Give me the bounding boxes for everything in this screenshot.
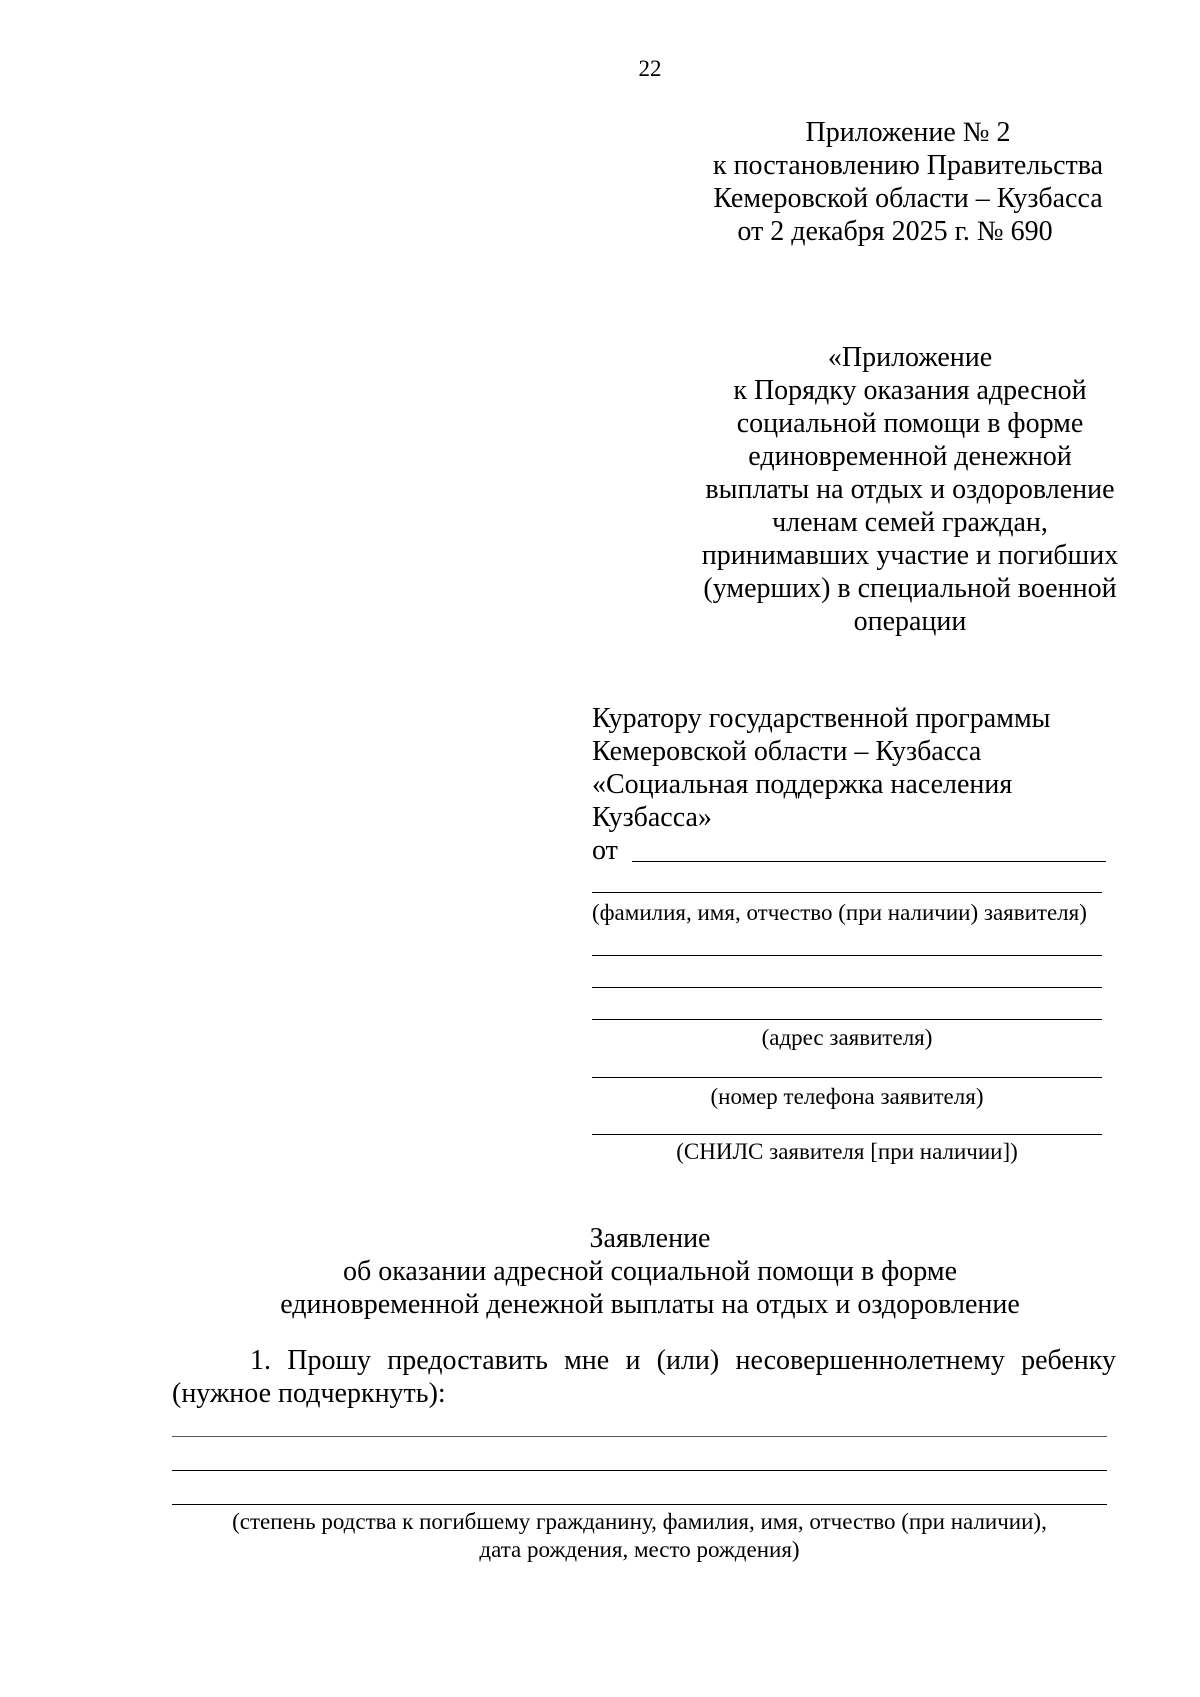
appendix-line: принимавших участие и погибших [701,540,1119,571]
snils-caption: (СНИЛС заявителя [при наличии]) [676,1139,1018,1164]
addressee-block [592,702,1050,834]
statement-title [0,1222,1200,1321]
address-fill-line[interactable] [592,1019,1102,1020]
appendix-line: к Порядку оказания адресной [733,375,1087,406]
approval-line: Кемеровской области – Кузбасса [713,183,1103,214]
appendix-line: «Приложение [827,342,993,373]
appendix-line: единовременной денежной [748,441,1072,472]
appendix-line: (умерших) в специальной военной [703,573,1117,604]
paragraph-1-line-2: (нужное подчеркнуть): [172,1378,446,1409]
relation-caption-line: (степень родства к погибшему гражданину, фамилия, имя, отчество (при наличии), [232,1509,1047,1534]
relation-caption-line: дата рождения, место рождения) [479,1537,800,1562]
appendix-line: операции [853,606,967,637]
relation-fill-line[interactable] [172,1470,1107,1471]
address-fill-line[interactable] [592,955,1102,956]
address-fill-line[interactable] [592,987,1102,988]
relation-fill-line[interactable] [172,1504,1107,1505]
addressee-line: Кемеровской области – Кузбасса [592,736,982,767]
addressee-line: Кузбасса» [592,802,712,833]
statement-title-line: Заявление [589,1223,711,1254]
address-caption: (адрес заявителя) [761,1025,933,1050]
relation-caption [172,1508,1107,1564]
approval-line: Приложение № 2 [805,117,1011,148]
approval-block [698,116,1118,248]
statement-title-line: об оказании адресной социальной помощи в форме [342,1256,958,1287]
appendix-block [690,341,1130,638]
appendix-line: выплаты на отдых и оздоровление [705,474,1115,505]
appendix-line: членам семей граждан, [772,507,1048,538]
from-label: от [592,835,618,866]
phone-fill-line[interactable] [592,1077,1102,1078]
fio-fill-line[interactable] [592,892,1102,893]
addressee-line: «Социальная поддержка населения [592,769,1013,800]
relation-fill-line[interactable] [172,1436,1107,1437]
approval-line: от 2 декабря 2025 г. № 690 [737,216,1053,247]
fio-caption: (фамилия, имя, отчество (при наличии) заявителя) [592,900,1087,925]
appendix-line: социальной помощи в форме [736,408,1084,439]
statement-title-line: единовременной денежной выплаты на отдых и оздоровление [280,1289,1020,1320]
snils-fill-line[interactable] [592,1134,1102,1135]
from-fill-line[interactable] [632,861,1106,862]
paragraph-1-line-1: 1. Прошу предоставить мне и (или) несовершеннолетнему ребенку [250,1345,1116,1376]
addressee-line: Куратору государственной программы [592,703,1051,734]
approval-line: к постановлению Правительства [712,150,1104,181]
page-number: 22 [638,56,662,81]
phone-caption: (номер телефона заявителя) [710,1084,984,1109]
